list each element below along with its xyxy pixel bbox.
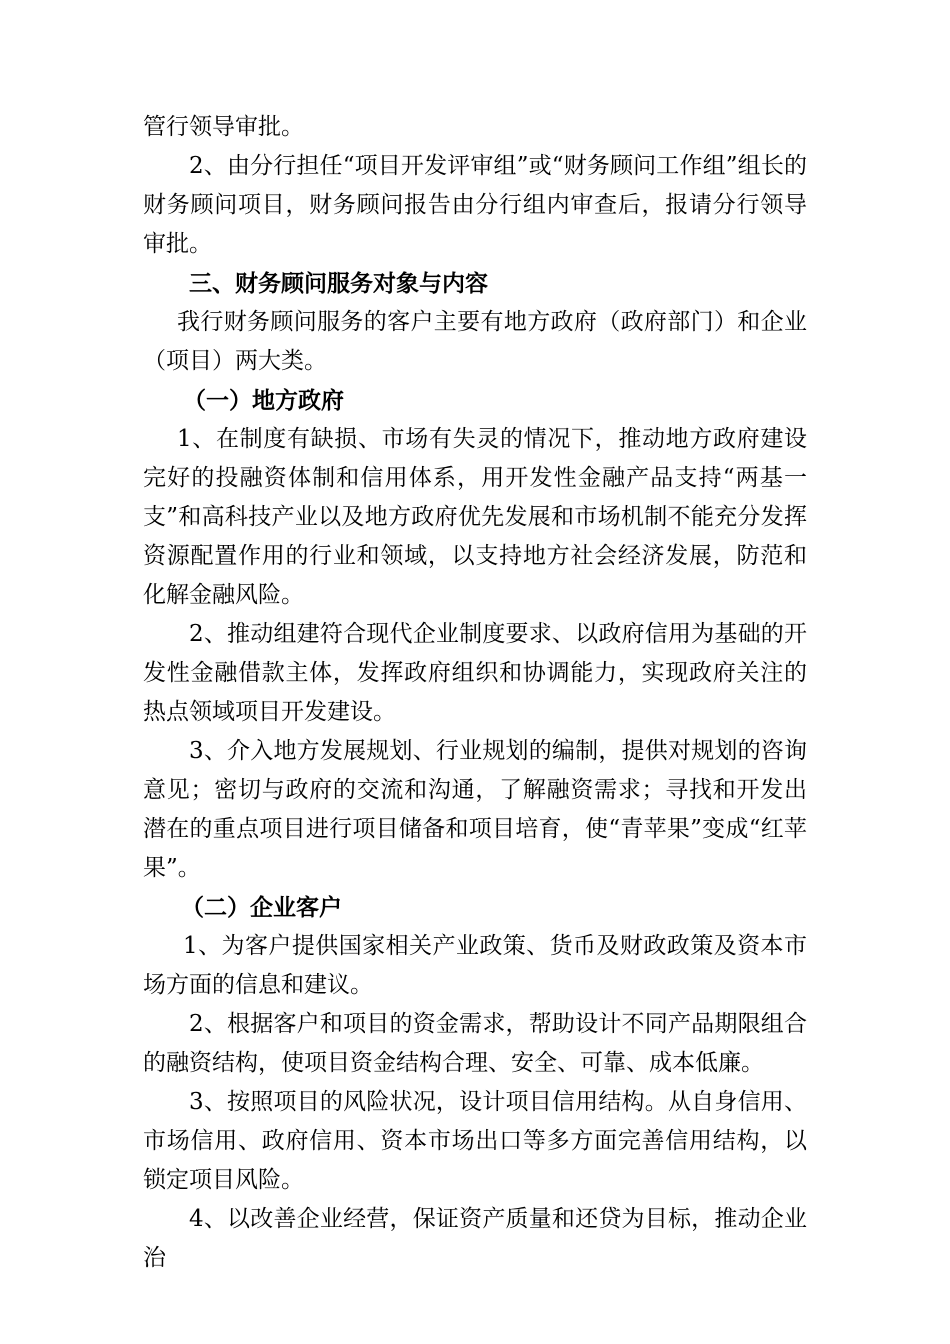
paragraph-enterprise-item-2: 2、根据客户和项目的资金需求，帮助设计不同产品期限组合的融资结构，使项目资金结构合理、安全、可靠、成本低廉。 bbox=[143, 1011, 807, 1076]
paragraph-item-2-branch-review: 2、由分行担任“项目开发评审组”或“财务顾问工作组”组长的财务顾问项目，财务顾问报告由分行组内审查后，报请分行领导审批。 bbox=[143, 153, 807, 257]
paragraph-government-item-2: 2、推动组建符合现代企业制度要求、以政府信用为基础的开发性金融借款主体，发挥政府组织和协调能力，实现政府关注的热点领域项目开发建设。 bbox=[143, 621, 807, 725]
paragraph-enterprise-item-1: 1、为客户提供国家相关产业政策、货币及财政政策及资本市场方面的信息和建议。 bbox=[143, 933, 807, 998]
paragraph-government-item-3: 3、介入地方发展规划、行业规划的编制，提供对规划的咨询意见；密切与政府的交流和沟通，了解融资需求；寻找和开发出潜在的重点项目进行项目储备和项目培育，使“青苹果”变成“红苹果”。 bbox=[143, 738, 807, 881]
paragraph-government-item-1: 1、在制度有缺损、市场有失灵的情况下，推动地方政府建设完好的投融资体制和信用体系，用开发性金融产品支持“两基一支”和高科技产业以及地方政府优先发展和市场机制不能充分发挥资源配置作用的行业和领域，以支持地方社会经济发展，防范和化解金融风险。 bbox=[143, 426, 807, 608]
section-heading-3: 三、财务顾问服务对象与内容 bbox=[189, 270, 488, 297]
paragraph-enterprise-item-4: 4、以改善企业经营，保证资产质量和还贷为目标，推动企业治 bbox=[143, 1206, 807, 1271]
subsection-heading-enterprise-clients: （二）企业客户 bbox=[181, 894, 342, 921]
paragraph-client-types: 我行财务顾问服务的客户主要有地方政府（政府部门）和企业（项目）两大类。 bbox=[143, 309, 807, 374]
paragraph-enterprise-item-3: 3、按照项目的风险状况，设计项目信用结构。从自身信用、市场信用、政府信用、资本市场出口等多方面完善信用结构，以锁定项目风险。 bbox=[143, 1089, 807, 1193]
document-page bbox=[143, 108, 807, 1278]
paragraph-continuation: 管行领导审批。 bbox=[143, 114, 304, 140]
subsection-heading-local-government: （一）地方政府 bbox=[183, 387, 344, 414]
